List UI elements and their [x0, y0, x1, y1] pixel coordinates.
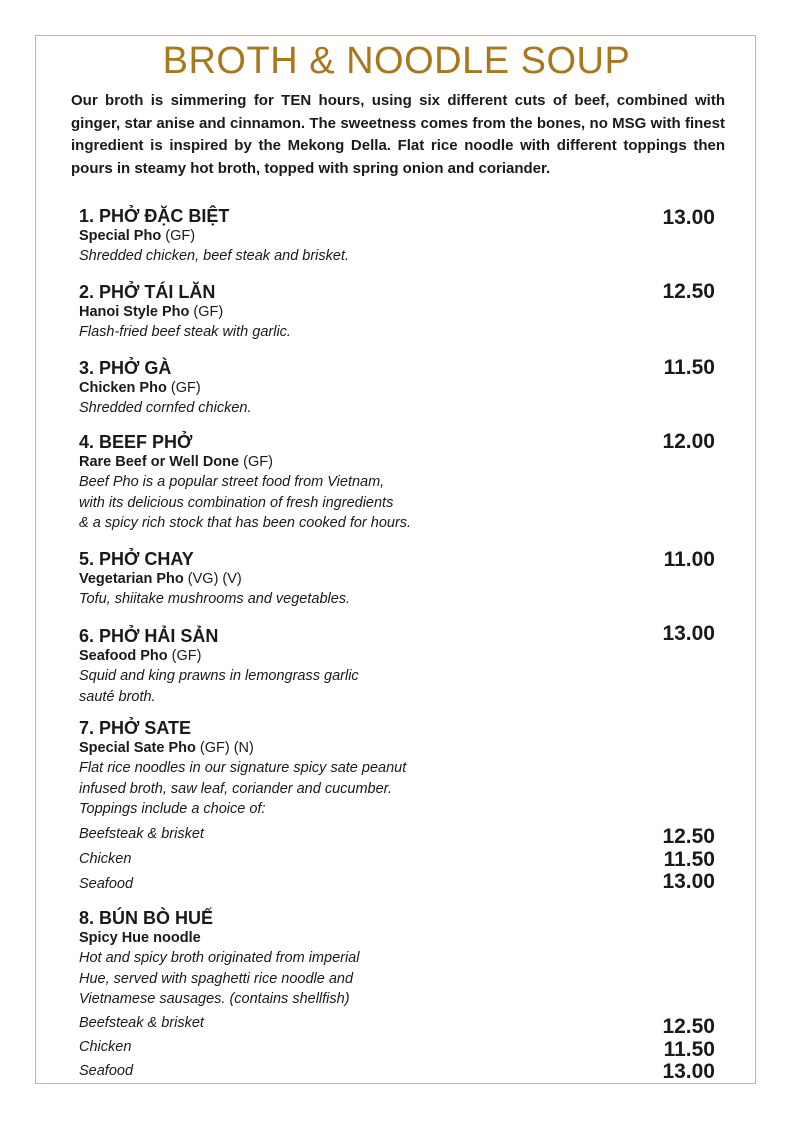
item-desc: infused broth, saw leaf, coriander and cucumber.	[79, 780, 392, 797]
item-desc: Shredded cornfed chicken.	[79, 400, 252, 416]
item-title: 5. PHỞ CHAY	[79, 549, 194, 569]
item-desc: Toppings include a choice of:	[79, 801, 266, 817]
item-tags: (GF)	[243, 454, 273, 470]
item-tags: (GF)	[193, 304, 224, 320]
intro-paragraph: Our broth is simmering for TEN hours, using six different cuts of beef, combined with ginger, star anise and cinnamon. The sweetness comes from the bones, no MSG with finest ingredient is inspired by the Mekong Della. Flat rice noodle with different toppings then pours in steamy hot broth, topped with spring onion and coriander.	[71, 92, 725, 177]
item-tags: (VG) (V)	[187, 571, 242, 587]
item-price-4: 12.00	[662, 430, 715, 453]
item-desc: with its delicious combination of fresh ingredients	[79, 494, 394, 511]
item-name-text: Hanoi Style Pho	[79, 304, 190, 320]
item-name	[79, 739, 599, 758]
item-name-text: Special Pho	[79, 228, 162, 244]
item-price-3: 11.50	[663, 356, 715, 379]
item-name	[79, 303, 599, 322]
option-label: Beefsteak & brisket	[79, 1015, 204, 1031]
option-label: Beefsteak & brisket	[79, 826, 204, 842]
item-name-text: Rare Beef or Well Done	[79, 454, 240, 470]
menu-item-1	[79, 205, 599, 267]
menu-item-6	[79, 625, 599, 707]
item-desc: & a spicy rich stock that has been cooked for hours.	[79, 515, 412, 531]
item-title: 8. BÚN BÒ HUẾ	[79, 908, 214, 928]
menu-item-4	[79, 431, 599, 534]
menu-item-3	[79, 357, 599, 419]
item-name	[79, 570, 599, 589]
menu-item-8	[79, 907, 599, 1010]
item-title: 7. PHỞ SATE	[79, 718, 192, 738]
option-label: Chicken	[79, 1039, 132, 1055]
item-price-6: 13.00	[662, 622, 715, 645]
item-tags: (GF) (N)	[199, 740, 254, 756]
menu-item-7	[79, 717, 599, 820]
option-label: Seafood	[79, 876, 134, 892]
item-name	[79, 227, 599, 246]
option-price: 11.50	[663, 848, 715, 871]
item-title: 2. PHỞ TÁI LĂN	[79, 282, 216, 302]
option-price: 13.00	[662, 870, 715, 893]
item-desc: Squid and king prawns in lemongrass garlic	[79, 668, 359, 684]
option-price: 13.00	[662, 1060, 715, 1083]
item-tags: (GF)	[170, 380, 201, 396]
item-price-1: 13.00	[662, 206, 715, 229]
item-name	[79, 453, 599, 472]
option-price: 11.50	[663, 1038, 715, 1061]
item-name-text: Chicken Pho	[79, 380, 167, 396]
option-price: 12.50	[662, 825, 715, 848]
item-title: 3. PHỞ GÀ	[79, 358, 172, 378]
item-name	[79, 379, 599, 398]
item-name-text: Seafood Pho	[79, 648, 168, 664]
menu-item-5	[79, 548, 599, 610]
item-desc: Shredded chicken, beef steak and brisket.	[79, 248, 350, 264]
item-price-5: 11.00	[663, 548, 715, 571]
item-tags: (GF)	[165, 228, 196, 244]
item-desc: Hue, served with spaghetti rice noodle and	[79, 970, 354, 987]
item-desc: Vietnamese sausages. (contains shellfish)	[79, 991, 350, 1007]
item-title: 1. PHỞ ĐẶC BIỆT	[79, 206, 230, 226]
option-label: Seafood	[79, 1063, 134, 1079]
option-price: 12.50	[662, 1015, 715, 1038]
item-desc: Beef Pho is a popular street food from Vietnam,	[79, 474, 385, 490]
item-desc: sauté broth.	[79, 688, 156, 705]
item-desc: Flash-fried beef steak with garlic.	[79, 324, 291, 340]
item-name-text: Spicy Hue noodle	[79, 930, 201, 946]
item-desc: Flat rice noodles in our signature spicy sate peanut	[79, 760, 407, 776]
menu-item-2	[79, 281, 599, 343]
item-tags: (GF)	[171, 648, 202, 664]
item-name	[79, 929, 599, 948]
item-title: 4. BEEF PHỞ	[79, 432, 193, 452]
item-name-text: Special Sate Pho	[79, 740, 196, 756]
option-label: Chicken	[79, 851, 132, 867]
page-title: BROTH & NOODLE SOUP	[162, 40, 631, 82]
item-name-text: Vegetarian Pho	[79, 571, 184, 587]
item-desc: Tofu, shiitake mushrooms and vegetables.	[79, 591, 351, 607]
item-name	[79, 647, 599, 666]
item-price-2: 12.50	[662, 280, 715, 303]
item-title: 6. PHỞ HẢI SẢN	[79, 626, 219, 646]
item-desc: Hot and spicy broth originated from imperial	[79, 950, 360, 966]
